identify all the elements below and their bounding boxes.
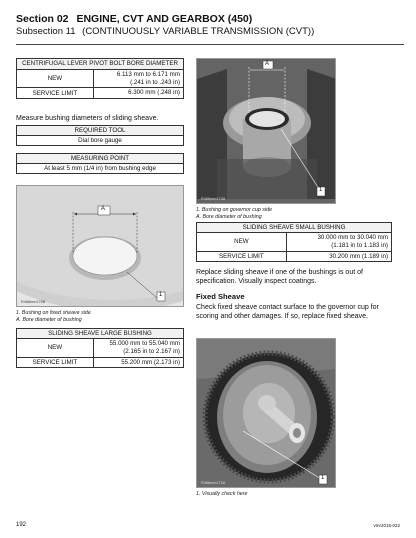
figure-fixed-sheave-check xyxy=(196,338,336,488)
row-value xyxy=(286,233,391,252)
figure-code: R468mm174A xyxy=(201,197,226,201)
figure-fixed-sheave-bushing xyxy=(16,185,184,307)
caption-1: 1. Visually check here xyxy=(196,491,248,497)
pivot-bore-table-title: CENTRIFUGAL LEVER PIVOT BOLT BORE DIAMETER xyxy=(17,59,184,70)
row-value: 30.200 mm (1.189 in) xyxy=(286,251,391,262)
subsection-title: (CONTINUOUSLY VARIABLE TRANSMISSION (CVT)) xyxy=(82,26,315,37)
value-metric: 55.000 mm to 55.040 mm xyxy=(109,340,180,347)
value-imperial: (1.181 in to 1.183 in) xyxy=(331,241,388,249)
section-title: ENGINE, CVT AND GEARBOX (450) xyxy=(76,13,253,25)
caption-a: A. Bore diameter of bushing xyxy=(16,317,82,324)
fixed-sheave-heading: Fixed Sheave xyxy=(196,292,245,301)
figure-governor-cup-bushing xyxy=(196,58,336,204)
label-1: 1 xyxy=(321,475,325,481)
page-header xyxy=(16,13,404,37)
fixed-sheave-text: Check fixed sheave contact surface to the governor cup for scoring and other damages. If so, replace fixed sheave. xyxy=(196,304,379,321)
section-line xyxy=(16,13,404,25)
value-imperial: (.241 in to .243 in) xyxy=(130,78,180,86)
table-row xyxy=(197,233,392,252)
measuring-point-table xyxy=(16,153,184,174)
measure-text: Measure bushing diameters of sliding sheave. xyxy=(16,115,159,122)
label-1: 1 xyxy=(319,187,323,193)
sheave-illustration xyxy=(17,186,184,307)
figure-code: R468mm175A xyxy=(201,481,226,485)
doc-code: vmr2015-022 xyxy=(373,523,400,528)
value-imperial: (2.165 in to 2.167 in) xyxy=(123,347,180,355)
row-value: 55.200 mm (2.173 in) xyxy=(93,357,183,368)
governor-cup-illustration xyxy=(197,59,336,204)
header-rule xyxy=(16,44,404,45)
row-value xyxy=(93,69,183,88)
row-label: NEW xyxy=(197,233,287,252)
measuring-point-title: MEASURING POINT xyxy=(17,154,184,164)
measuring-point-value: At least 5 mm (1/4 in) from bushing edge xyxy=(17,164,184,174)
figure-caption xyxy=(16,310,186,324)
row-label: NEW xyxy=(17,69,94,88)
required-tool-title: REQUIRED TOOL xyxy=(17,126,184,136)
pivot-bore-table xyxy=(16,58,184,99)
figure-code: R468mm176B xyxy=(21,300,46,304)
caption-1: 1. Bushing on fixed sheave side xyxy=(16,310,91,316)
figure-caption xyxy=(196,207,396,221)
value-metric: 30.000 mm to 30.040 mm xyxy=(317,234,388,241)
label-a: A xyxy=(265,61,270,67)
table-row xyxy=(17,69,184,88)
table-row xyxy=(17,357,184,368)
caption-1: 1. Bushing on governor cup side xyxy=(196,207,272,213)
large-bushing-table xyxy=(16,328,184,368)
small-bushing-table xyxy=(196,222,392,262)
row-label: SERVICE LIMIT xyxy=(17,357,94,368)
row-label: SERVICE LIMIT xyxy=(17,88,94,99)
replace-text: Replace sliding sheave if one of the bushings is out of specification. Visually inspect coatings. xyxy=(196,269,363,286)
value-metric: 6.113 mm to 6.171 mm xyxy=(116,70,180,78)
fixed-sheave-illustration xyxy=(197,339,336,488)
row-value: 6.300 mm (.248 in) xyxy=(93,88,183,99)
table-row xyxy=(17,339,184,358)
figure-caption xyxy=(196,491,396,498)
row-label: NEW xyxy=(17,339,94,358)
required-tool-value: Dial bore gauge xyxy=(17,136,184,146)
caption-a: A. Bore diameter of bushing xyxy=(196,214,262,221)
subsection-number: Subsection 11 xyxy=(16,26,76,37)
small-bushing-table-title: SLIDING SHEAVE SMALL BUSHING xyxy=(197,223,392,233)
row-value xyxy=(93,339,183,358)
label-1: 1 xyxy=(159,292,163,298)
section-number: Section 02 xyxy=(16,13,69,25)
large-bushing-table-title: SLIDING SHEAVE LARGE BUSHING xyxy=(17,329,184,339)
required-tool-table xyxy=(16,125,184,146)
page-number: 192 xyxy=(16,522,27,528)
label-a: A xyxy=(101,206,106,212)
row-label: SERVICE LIMIT xyxy=(197,251,287,262)
subsection-line xyxy=(16,26,404,37)
table-row xyxy=(17,88,184,99)
table-row xyxy=(197,251,392,262)
